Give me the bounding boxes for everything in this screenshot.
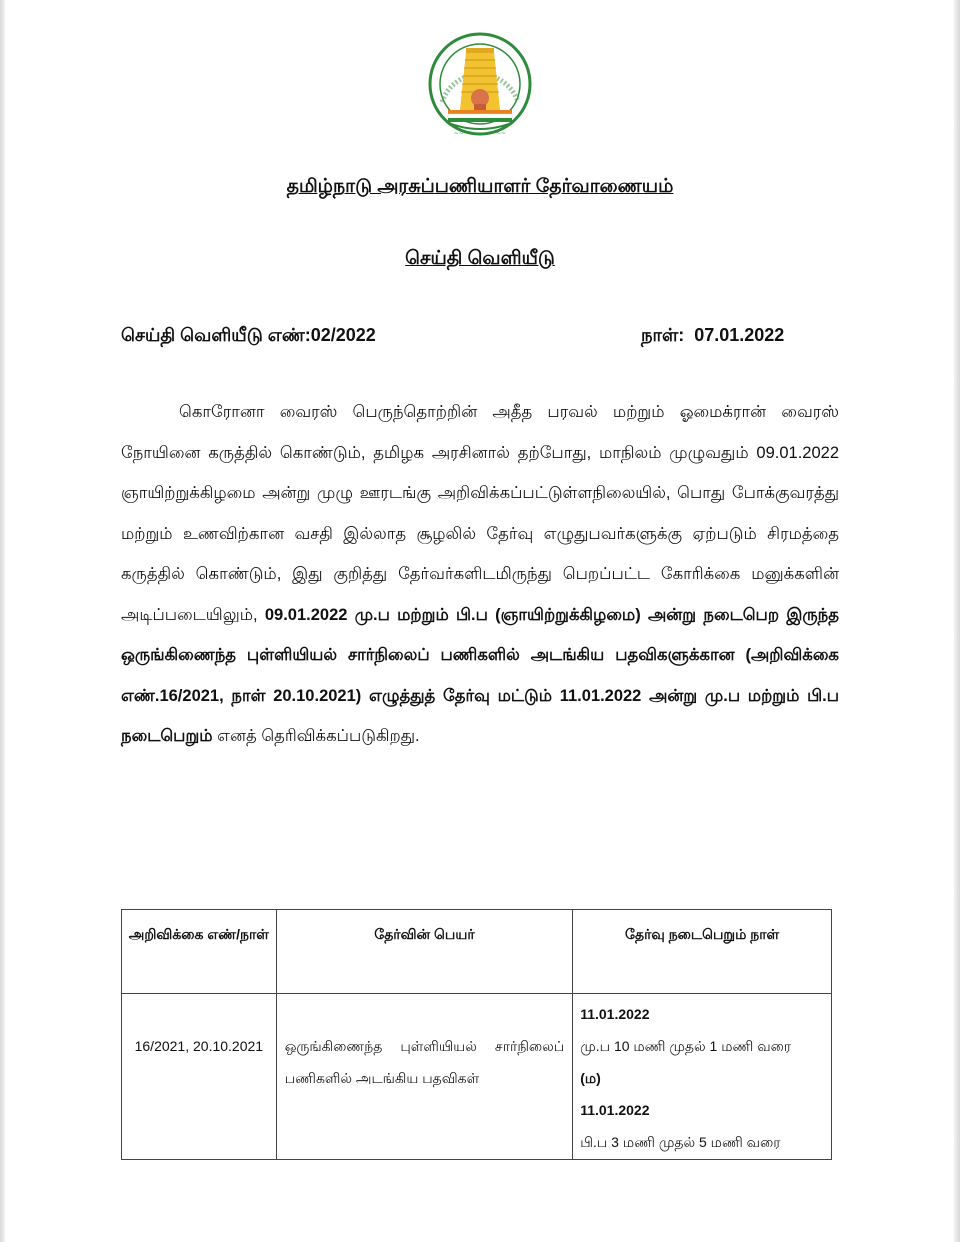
paragraph-highlight: 09.01.2022 மு.ப மற்றும் பி.ப (ஞாயிற்றுக்கிழமை) அன்று நடைபெற இருந்த ஒருங்கிணைந்த புள்ளியியல் சார்நிலைப் பணிகளில் அடங்கிய பதவிகளுக்கான (அறிவிக்கை எண்.16/2021, நாள் 20.10.2021) எழுத்துத் தேர்வு மட்டும் 11.01.2022 அன்று மு.ப மற்றும் பி.ப நடைபெறும்	[121, 605, 839, 745]
header-exam-name: தேர்வின் பெயர்	[276, 910, 573, 994]
header-exam-date: தேர்வு நடைபெறும் நாள்	[573, 910, 832, 994]
header-notification: அறிவிக்கை எண்/நாள்	[122, 910, 277, 994]
schedule-time-2: பி.ப 3 மணி முதல் 5 மணி வரை	[580, 1134, 781, 1150]
announcement-paragraph	[121, 392, 839, 757]
schedule-date-1: 11.01.2022	[580, 1006, 650, 1022]
svg-text:~~~~~ ~~~~~: ~~~~~ ~~~~~	[453, 130, 507, 137]
schedule-time-1: மு.ப 10 மணி முதல் 1 மணி வரை	[580, 1038, 792, 1054]
press-release-number: செய்தி வெளியீடு எண்:02/2022	[121, 325, 376, 345]
cell-notification: 16/2021, 20.10.2021	[122, 994, 277, 1160]
table-header-row	[122, 910, 832, 994]
press-release-title: செய்தி வெளியீடு	[405, 248, 555, 269]
schedule-conjunction: (ம)	[580, 1070, 601, 1086]
exam-schedule-table	[121, 909, 832, 1160]
cell-exam-name: ஒருங்கிணைந்த புள்ளியியல் சார்நிலைப் பணிகளில் அடங்கிய பதவிகள்	[276, 994, 573, 1160]
paragraph-intro: கொரோனா வைரஸ் பெருந்தொற்றின் அதீத பரவல் மற்றும் ஓமைக்ரான் வைரஸ் நோயினை கருத்தில் கொண்டும், தமிழக அரசினால் தற்போது, மாநிலம் முழுவதும் 09.01.2022 ஞாயிற்றுக்கிழமை அன்று முழு ஊரடங்கு அறிவிக்கப்பட்டுள்ளநிலையில், பொது போக்குவரத்து மற்றும் உணவிற்கான வசதி இல்லாத சூழலில் தேர்வு எழுதுபவர்களுக்கு ஏற்படும் சிரமத்தை கருத்தில் கொண்டும், இது குறித்து தேர்வர்களிடமிருந்து பெறப்பட்ட கோரிக்கை மனுக்களின் அடிப்படையிலும்,	[121, 403, 839, 624]
table-row	[122, 994, 832, 1160]
paragraph-closing: எனத் தெரிவிக்கப்படுகிறது.	[212, 727, 420, 745]
state-emblem-logo	[428, 32, 532, 140]
organization-title: தமிழ்நாடு அரசுப்பணியாளர் தேர்வாணையம்	[286, 176, 674, 197]
date-value: 07.01.2022	[694, 325, 785, 345]
schedule-date-2: 11.01.2022	[580, 1102, 650, 1118]
release-date	[641, 325, 784, 348]
date-label: நாள்:	[641, 325, 685, 345]
cell-schedule	[573, 994, 832, 1160]
